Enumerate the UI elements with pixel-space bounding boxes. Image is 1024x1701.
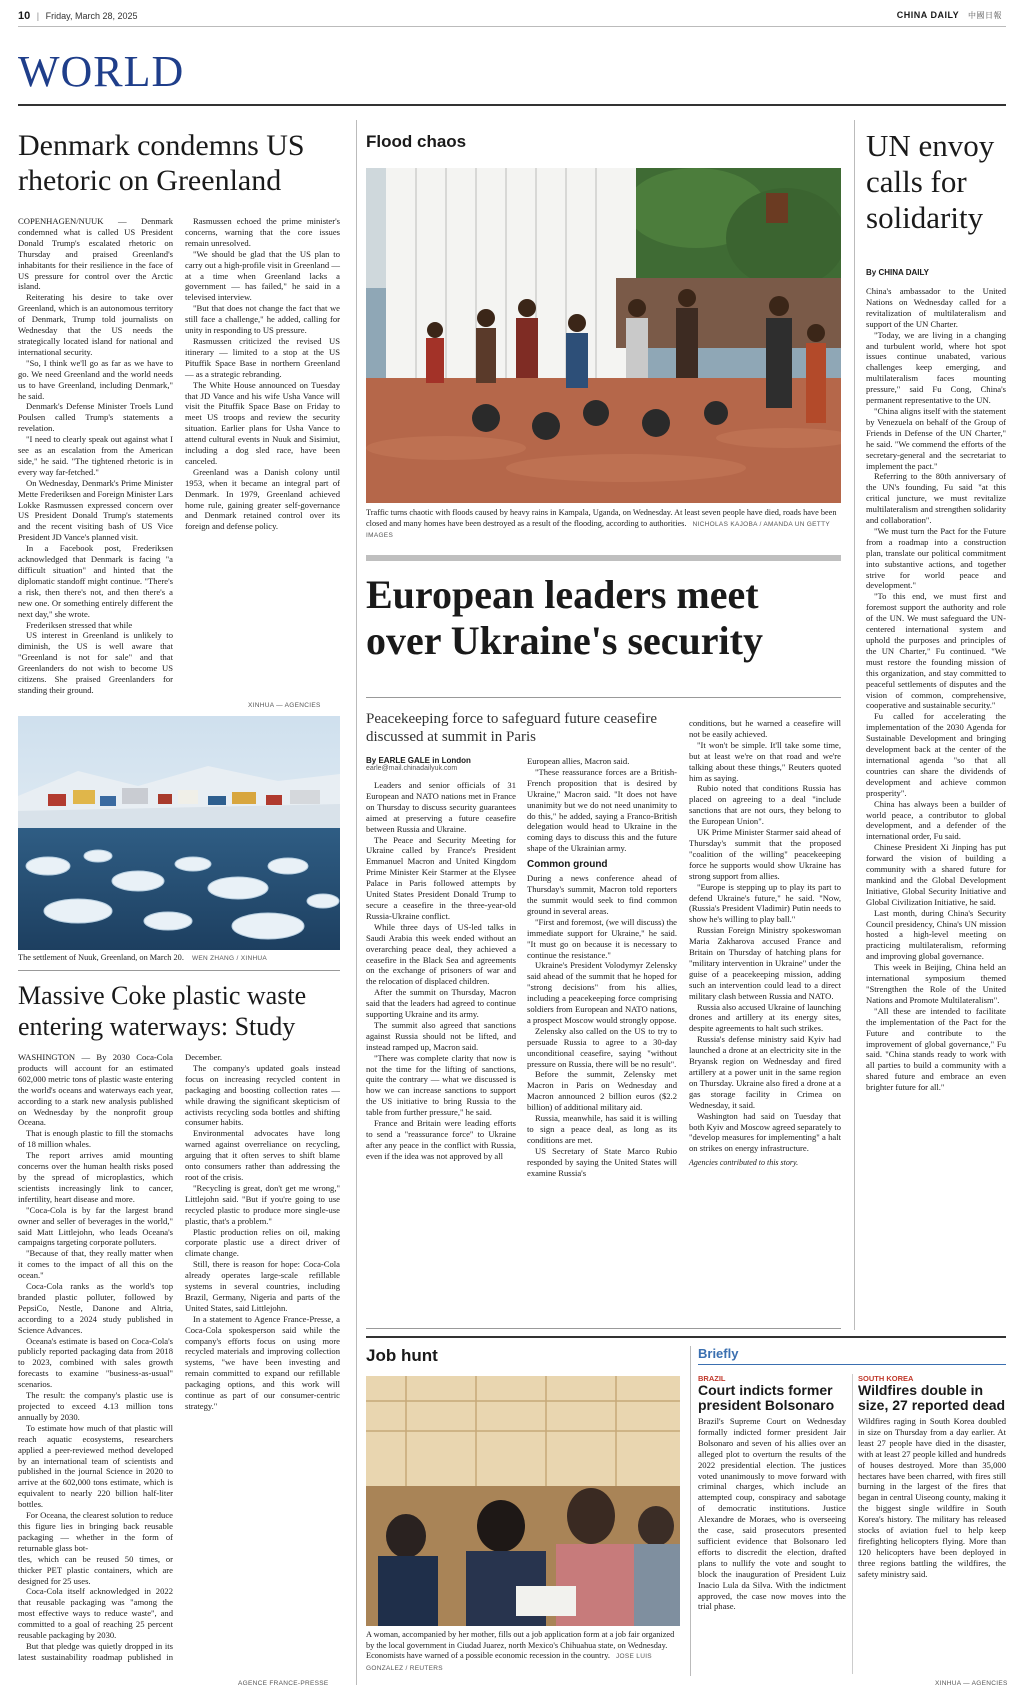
un-article-body	[866, 286, 1006, 1324]
article-paragraph: Ukraine's President Volodymyr Zelensky said ahead of the summit that he hoped for "strong decisions" from his allies, including a peacekeeping force comprising soldiers from European and NATO nations, a prospect Moscow would strongly oppose.	[527, 960, 677, 1025]
article-paragraph: This week in Beijing, China held an international symposium themed "Strengthen the Role of the United Nations and Promote Multilateralism".	[866, 962, 1006, 1005]
job-caption-block	[366, 1630, 680, 1674]
article-paragraph: Russia's defense ministry said Kyiv had launched a drone at an electricity site in the Bryansk region on Wednesday and fired artillery at a power unit in the same region on Thursday. Ukraine also fired a drone at a gas storage facility in Crimea on Wednesday, it said.	[689, 1034, 841, 1110]
article-paragraph: Coca-Cola itself acknowledged in 2022 that reusable packaging was "among the most effective ways to reduce waste", and committed to a goal of reaching 25 percent reusable packaging by 2030.	[18, 1586, 173, 1641]
page-folio: 10 | Friday, March 28, 2025	[18, 10, 138, 22]
coke-headline: Massive Coke plastic waste entering waterways: Study	[18, 981, 307, 1041]
europe-headline: European leaders meet over Ukraine's security	[366, 572, 763, 663]
article-paragraph: Chinese President Xi Jinping has put forward the vision of building a community with a shared future for mankind and the Global Development Initiative, Global Security Initiative and Global Civilization Initiative, he said.	[866, 842, 1006, 907]
greenland-photo-credit: WEN ZHANG / XINHUA	[191, 955, 268, 962]
coke-article-body	[18, 1052, 340, 1672]
article-paragraph: "Coca-Cola is by far the largest brand owner and seller of beverages in the world," said Matt Littlejohn, who leads Oceana's campaigns targeting corporate polluters.	[18, 1204, 173, 1248]
europe-email: earle@mail.chinadailyuk.com	[366, 765, 458, 772]
un-headline: UN envoy calls for solidarity	[866, 128, 995, 235]
article-paragraph: tles, which can be reused 50 times, or thicker PET plastic containers, which are designed for 25 uses.	[18, 1553, 173, 1586]
article-paragraph: "Recycling is great, don't get me wrong," Littlejohn said. "But if you're going to use recycled plastic to produce more single-use plastic, that's a problem."	[185, 1182, 340, 1226]
article-paragraph: For Oceana, the clearest solution to reduce this figure lies in bringing back reusable packaging — whether in the form of returnable glass bot-	[18, 1510, 173, 1553]
section-title: WORLD	[18, 47, 185, 96]
job-label: Job hunt	[366, 1346, 438, 1365]
article-paragraph: Rasmussen criticized the revised US itinerary — limited to a stop at the US Pituffik Space Base in northern Greenland — as a strategic rebranding.	[185, 335, 340, 379]
article-paragraph: Plastic production relies on oil, making corporate plastic use a direct driver of climate change.	[185, 1226, 340, 1259]
article-paragraph: Leaders and senior officials of 31 European and NATO nations met in France on Thursday to discuss security guarantees aimed at preserving a future ceasefire between Russia and Ukraine.	[366, 780, 516, 834]
greenland-photo	[18, 716, 340, 950]
article-paragraph: Rubio noted that conditions Russia has placed on agreeing to a deal "include sanctions that are not ours, they belong to the European Union".	[689, 783, 841, 827]
coke-source: AGENCE FRANCE-PRESSE	[238, 1680, 329, 1687]
greenland-caption-block	[18, 953, 340, 965]
article-paragraph: Oceana's estimate is based on Coca-Cola's publicly reported packaging data from 2018 to 2023, combined with sales growth forecasts to examine "business-as-usual" scenarios.	[18, 1335, 173, 1390]
article-paragraph: The summit also agreed that sanctions against Russia should not be lifted, and instead ramped up, Macron said.	[366, 1019, 516, 1052]
article-paragraph: Reiterating his desire to take over Greenland, which is an autonomous territory of Denmark, Trump told journalists on Wednesday that the US needs the strategically located island for national and international security.	[18, 292, 173, 357]
article-paragraph: "Today, we are living in a changing and turbulent world, where hot spot issues continue unabated, various challenges keep emerging, and multilateralism faces mounting pressure," said Fu Cong, China's permanent representative to the UN.	[866, 329, 1006, 406]
brief-brazil	[698, 1374, 846, 1612]
article-paragraph: Environmental advocates have long warned against overreliance on recycling, arguing that it often serves to shift blame onto consumers rather than addressing the root of the crisis.	[185, 1128, 340, 1182]
job-photo-credit: JOSE LUIS GONZALEZ / REUTERS	[366, 1653, 652, 1672]
article-paragraph: "There was complete clarity that now is not the time for the lifting of sanctions, quite the contrary — what we discussed is how we can increase sanctions to support the US initiative to bring Russia to the table from further pressure," he said.	[366, 1052, 516, 1118]
article-paragraph: France and Britain were leading efforts to send a "reassurance force" to Ukraine after any peace in the conflict with Russia, even if the idea was not approved by all	[366, 1118, 516, 1161]
article-paragraph: Fu called for accelerating the implementation of the 2030 Agenda for Sustainable Development and bringing development back at the center of the international agenda "so that all countries can share the dividends of development and achieve common prosperity".	[866, 711, 1006, 798]
article-paragraph: The Peace and Security Meeting for Ukraine called by France's President Emmanuel Macron and United Kingdom Prime Minister Keir Starmer at the Elysee Palace in Paris followed attempts by United States President Donald Trump to secure a ceasefire in the three-year-old Russia-Ukraine conflict.	[366, 834, 516, 921]
article-paragraph: The company's updated goals instead focus on increasing recycled content in packaging and boosting collection rates — while drawing the significant skepticism of activists recycling soda bottles and shifting consumer habits.	[185, 1062, 340, 1128]
article-paragraph: Last month, during China's Security Council presidency, China's UN mission hosted a high-level meeting on practicing multilateralism, reforming and improving global governance.	[866, 907, 1006, 962]
brief-brazil-kicker: BRAZIL	[698, 1374, 726, 1383]
article-paragraph: WASHINGTON — By 2030 Coca-Cola products will account for an estimated 602,000 metric tons of plastic waste entering the world's oceans and waterways each year, according to a stark new analysis published on Wednesday by the nonprofit group Oceana.	[18, 1052, 173, 1128]
article-paragraph: COPENHAGEN/NUUK — Denmark condemned what is called US President Donald Trump's escalated rhetoric on Thursday and praised Greenland's inhabitants for their resilience in the face of US pressure for control over the Arctic island.	[18, 216, 173, 292]
article-paragraph: On Wednesday, Denmark's Prime Minister Mette Frederiksen and Foreign Minister Lars Lokke Rasmussen expressed concern over US President Donald Trump's statements and the recent visiting bash of US Vice President JD Vance's planned visit.	[18, 477, 173, 543]
article-paragraph: "First and foremost, (we will discuss) the immediate support for Ukraine," he said. "It must go on because it is necessary to continue the resistance."	[527, 916, 677, 960]
article-paragraph: Before the summit, Zelensky met Macron in Paris on Wednesday and Macron announced 2 billion euros ($2.2 billion) of additional military aid.	[527, 1069, 677, 1113]
flood-photo	[366, 168, 841, 503]
article-paragraph: During a news conference ahead of Thursday's summit, Macron told reporters the summit would seek to find common ground in several areas.	[527, 873, 677, 916]
article-paragraph: conditions, but he warned a ceasefire will not be easily achieved.	[689, 718, 841, 739]
article-paragraph: "We must turn the Pact for the Future from a roadmap into a construction plan, translate our political commitment into substantive actions, and together strive for world peace and development."	[866, 525, 1006, 591]
article-paragraph: China's ambassador to the United Nations on Wednesday called for a revitalization of multilateralism and support of the UN Charter.	[866, 286, 1006, 329]
flood-caption: Traffic turns chaotic with floods caused by heavy rains in Kampala, Uganda, on Wednesday. At least seven people have died, roads have been closed and many homes have been destroyed as a result of the flooding, according to authorities.	[366, 508, 837, 528]
europe-byline: By EARLE GALE in London	[366, 756, 471, 765]
europe-deck: Peacekeeping force to safeguard future ceasefire discussed at summit in Paris	[366, 711, 658, 745]
article-paragraph: In a Facebook post, Frederiksen acknowledged that Denmark is facing "a difficult situation" and hinted that the diplomatic standoff might continue. "There's a risk, then there's not, and then there's a new one. Or something entirely different the next day," she wrote.	[18, 543, 173, 619]
europe-col-1	[366, 756, 516, 1162]
flood-label: Flood chaos	[366, 132, 467, 151]
article-paragraph: European allies, Macron said.	[527, 756, 630, 766]
article-paragraph: China has always been a builder of world peace, a contributor to global development, and a defender of the international order, Fu said.	[866, 798, 1006, 842]
flood-caption-block	[366, 508, 841, 542]
europe-subhead: Common ground	[527, 859, 608, 871]
article-paragraph: Denmark's Defense Minister Troels Lund Poulsen called Trump's statements a revelation.	[18, 401, 173, 434]
article-paragraph: The report arrives amid mounting concerns over the human health risks posed by the spread of microplastics, which scientists increasingly link to cancer, infertility, heart disease and more.	[18, 1150, 173, 1204]
article-paragraph: To estimate how much of that plastic will reach aquatic ecosystems, researchers applied a peer-reviewed method developed by an international team of scientists and published in the journal Science in 2020 to arrive at the 602,000 tons estimate, which is equivalent to nearly 220 billion half-liter bottles.	[18, 1422, 173, 1510]
article-paragraph: "All these are intended to facilitate the implementation of the Pact for the Future and contribute to the improvement of global governance," Fu said. "China stands ready to work with all parties to build a community with a shared future and embrace an even brighter future for all."	[866, 1005, 1006, 1093]
article-paragraph: Washington had said on Tuesday that both Kyiv and Moscow agreed separately to "develop measures for implementing" a halt on strikes on energy infrastructure.	[689, 1110, 841, 1154]
article-paragraph: "We should be glad that the US plan to carry out a high-profile visit in Greenland — at a time when Greenland lacks a government — has failed," he said in a televised interview.	[185, 248, 340, 303]
article-paragraph: After the summit on Thursday, Macron said that the leaders had agreed to continue supporting Ukraine and its army.	[366, 987, 516, 1020]
article-paragraph: Russia also accused Ukraine of launching drones and artillery at its energy sites, despite agreements to halt such strikes.	[689, 1001, 841, 1034]
job-caption: A woman, accompanied by her mother, fills out a job application form at a job fair organized by the local government in Ciudad Juarez, north Mexico's Chihuahua state, on Wednesday. Economists have warned of a possible economic recession in the country.	[366, 1630, 675, 1660]
page-number: 10	[18, 10, 31, 22]
brief-korea	[858, 1374, 1006, 1580]
article-paragraph: Coca-Cola ranks as the world's top branded plastic polluter, followed by PepsiCo, Nestle, Danone and Altria, according to a 2024 study published in Science Advances.	[18, 1281, 173, 1335]
briefly-label: Briefly	[698, 1346, 739, 1361]
brief-brazil-headline: Court indicts former president Bolsonaro	[698, 1382, 835, 1413]
article-paragraph: Russia, meanwhile, has said it is willing to sign a peace deal, as long as its conditions are met.	[527, 1113, 677, 1145]
brand-name: CHINA DAILY	[896, 10, 959, 20]
europe-col-3	[689, 718, 841, 1167]
article-paragraph: Frederiksen stressed that while	[26, 619, 133, 630]
article-paragraph: The result: the company's plastic use is projected to exceed 4.13 million tons annually by 2030.	[18, 1390, 173, 1422]
denmark-source: XINHUA — AGENCIES	[248, 702, 321, 709]
greenland-caption: The settlement of Nuuk, Greenland, on March 20.	[18, 953, 184, 962]
article-paragraph: "It won't be simple. It'll take some time, but at least we're on that road and we're talking about these things," Reuters quoted him as saying.	[689, 739, 841, 783]
denmark-article-body	[18, 216, 340, 700]
article-paragraph: "But that does not change the fact that we still face a challenge," he added, calling for unity in responding to US pressure.	[185, 303, 340, 336]
article-paragraph: "Because of that, they really matter when it comes to the impact of all this on the ocean."	[18, 1248, 173, 1281]
denmark-headline: Denmark condemns US rhetoric on Greenland	[18, 129, 305, 197]
article-paragraph: While three days of US-led talks in Saudi Arabia this week ended without an overarching peace deal, they achieved a ceasefire in the Black Sea and agreements on the exchange of prisoners of war and the relocation of displaced children.	[366, 921, 516, 987]
article-paragraph: The White House announced on Tuesday that JD Vance and his wife Usha Vance will visit the Pituffik Space Base on Friday to meet US troops and review the security situation. Earlier plans for Usha Vance to attend cultural events in Nuuk and Sisimiut, including a dog sled race, have been canceled.	[185, 379, 340, 466]
article-paragraph: UK Prime Minister Starmer said ahead of Thursday's summit that the proposed "coalition of the willing" peacekeeping force he supports would show Ukraine has strong support from allies.	[689, 827, 841, 881]
briefly-source: XINHUA — AGENCIES	[935, 1680, 1008, 1687]
article-paragraph: US Secretary of State Marco Rubio responded by saying the United States will examine Russia's	[527, 1145, 677, 1178]
flood-photo-credit: NICHOLAS KAJOBA / AMANDA UN GETTY IMAGES	[366, 520, 830, 539]
brief-korea-headline: Wildfires double in size, 27 reported dead	[858, 1382, 1006, 1413]
article-paragraph: "To this end, we must first and foremost support the authority and role of the UN. We must safeguard the UN-centered international system and uphold the purposes and principles of the UN Charter," Fu continued. "We must restore the founding mission of this organization, and stay committed to peaceful settlements of disputes and the vision of common, comprehensive, cooperative and sustainable security."	[866, 591, 1006, 711]
article-paragraph: Referring to the 80th anniversary of the UN's founding, Fu said "at this critical juncture, we must revitalize multilateralism and strengthen solidarity and collaboration".	[866, 471, 1006, 526]
masthead-brand	[897, 10, 1002, 21]
article-paragraph: "Europe is stepping up to play its part to defend Ukraine's future," he said. "Now, (Russia's President Vladimir) Putin needs to show he's willing to play ball."	[689, 881, 841, 925]
article-paragraph: Greenland was a Danish colony until 1953, when it became an integral part of Denmark. In 1979, Greenland achieved home rule, gaining greater self-governance and Denmark retained control over its foreign and defense policy.	[185, 466, 340, 532]
job-fair-photo	[366, 1376, 680, 1626]
article-paragraph: Zelensky also called on the US to try to persuade Russia to agree to a 30-day unconditional ceasefire, saying "without pressure on Russia, there will be no result".	[527, 1025, 677, 1069]
un-byline: By CHINA DAILY	[866, 268, 929, 277]
article-paragraph: Still, there is reason for hope: Coca-Cola already operates large-scale refillable systems in several countries, including Brazil, Germany, Nigeria and parts of the United States, said Littlejohn.	[185, 1259, 340, 1313]
article-paragraph: "These reassurance forces are a British-French proposition that is desired by Ukraine," Macron said. "It does not have unanimity but we do not need unanimity to do this," he added, saying a Franco-British delegation would head to Ukraine in the coming days to discuss this and the future shape of the Ukrainian army.	[527, 766, 677, 854]
article-paragraph: In a statement to Agence France-Presse, a Coca-Cola spokesperson said while the company's efforts focus on using more recycled materials and improving collection systems, "we have been investing and remain committed to expand our refillable packaging options, and this work will continue as part of our consumer-centric strategy."	[185, 1313, 340, 1411]
article-paragraph: That is enough plastic to fill the stomachs of 18 million whales.	[18, 1128, 173, 1150]
europe-tagline: Agencies contributed to this story.	[689, 1158, 799, 1168]
article-paragraph: But that pledge was quietly dropped in its latest sustainability roadmap published in December.	[18, 1052, 222, 1662]
brief-brazil-body: Brazil's Supreme Court on Wednesday formally indicted former president Jair Bolsonaro and seven of his allies over an alleged plot to overturn the results of the 2022 presidential election. The justices voted unanimously to move forward with criminal charges, which include an attempted coup, conspiracy and sabotage of democratic institutions. Justice Alexandre de Moraes, who is overseeing the case, said prosecutors presented sufficient evidence that Bolsonaro led efforts to discredit the election, drafted plans to nullify the vote and sought to block the inauguration of President Luiz Inacio Lula da Silva. With the indictment approved, the case now moves into the trial phase.	[698, 1416, 846, 1612]
article-paragraph: "I need to clearly speak out against what I see as an escalation from the American side," he said. "The tightened rhetoric is in every way far-fetched."	[18, 434, 173, 477]
brief-korea-kicker: SOUTH KOREA	[858, 1374, 914, 1383]
article-paragraph: "China aligns itself with the statement by Venezuela on behalf of the Group of Friends in Defense of the UN Charter," he said. "We commend the efforts of the secretary-general and the secretariat to implement the pact."	[866, 405, 1006, 471]
europe-col-2	[527, 756, 677, 1179]
page-date: Friday, March 28, 2025	[45, 11, 138, 21]
brand-name-cn: 中國日報	[968, 11, 1002, 20]
article-paragraph: Rasmussen echoed the prime minister's concerns, warning that the core issues remain unresolved.	[185, 216, 340, 248]
article-paragraph: "So, I think we'll go as far as we have to go. We need Greenland and the world needs us to have Greenland, including Denmark," he said.	[18, 357, 173, 401]
brief-korea-body: Wildfires raging in South Korea doubled in size on Thursday from a day earlier. At least 27 people have died in the disaster, with at least 27 people killed and hundreds of houses destroyed. More than 35,000 hectares have been charred, with fires still burning in the largest of the fires that began in central Uiseong county, making it the biggest single wildfire in South Korea's history. The military has released stocks of aviation fuel to help keep firefighting helicopters flying. More than 120 helicopters have been deployed in three regions battling the wildfires, the safety ministry said.	[858, 1416, 1006, 1579]
article-paragraph: Russian Foreign Ministry spokeswoman Maria Zakharova accused France and Britain on Thursday of hatching plans for "military intervention in Ukraine" under the guise of a peacekeeping mission, adding such an intervention could lead to a direct military clash between Russia and NATO.	[689, 925, 841, 1001]
article-paragraph: US interest in Greenland is unlikely to diminish, the US is well aware that "Greenland is not for sale" and that Greenlanders do not wish to become US citizens. She praised Greenlanders for standing their ground.	[18, 630, 173, 695]
